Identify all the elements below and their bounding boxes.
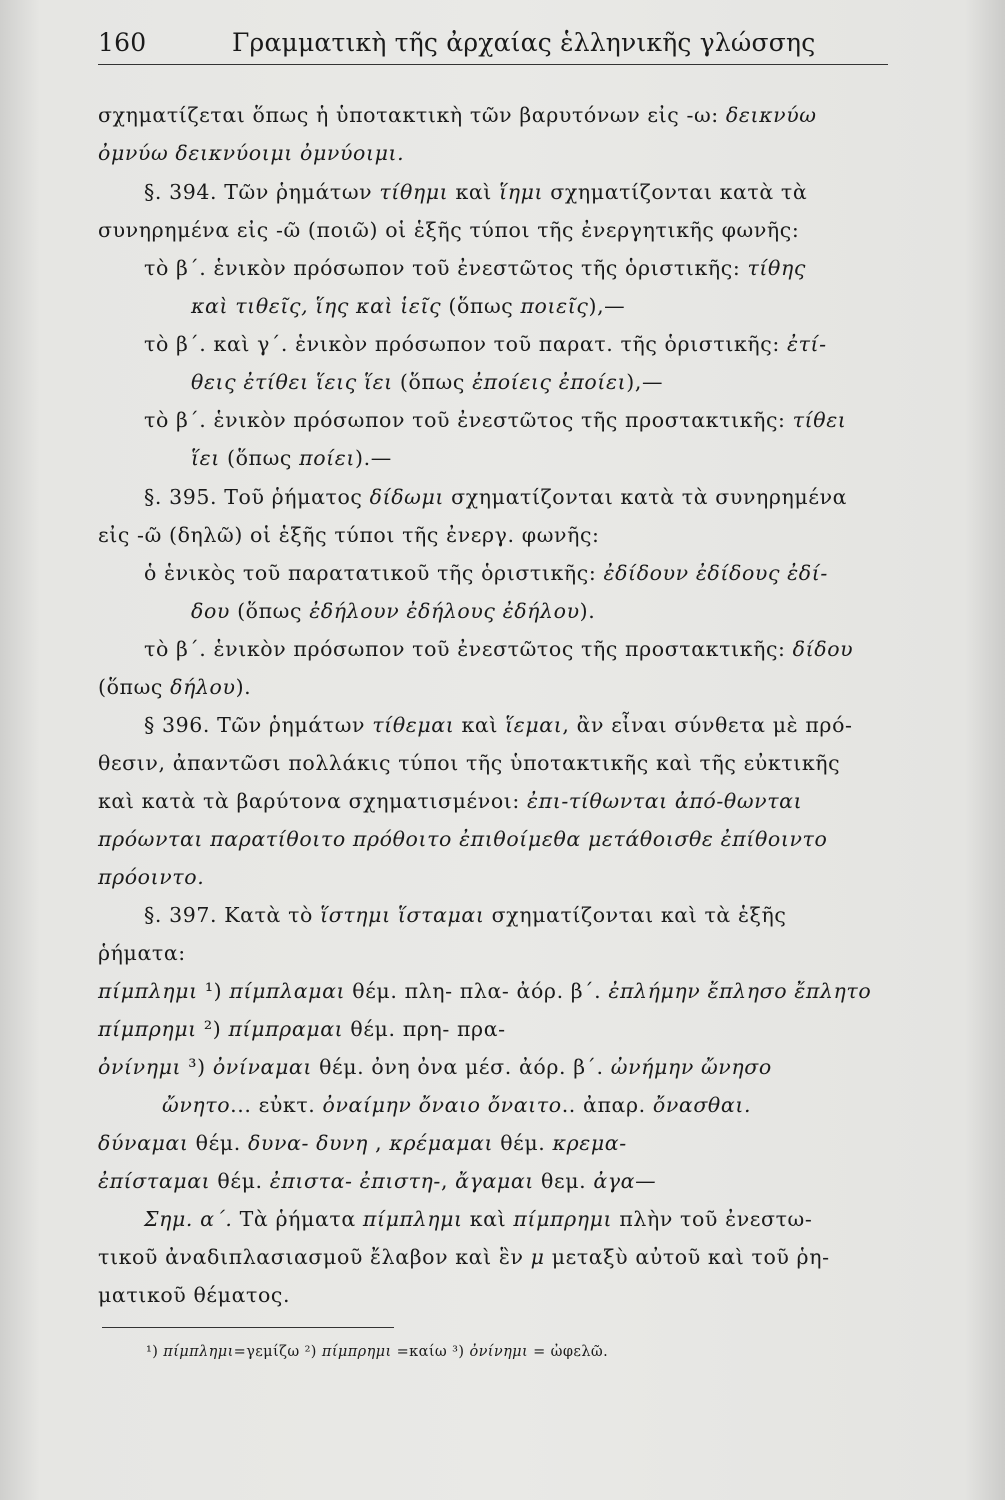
text-segment: ²) bbox=[196, 1017, 229, 1041]
text-segment: ποιεῖς bbox=[520, 294, 589, 318]
text-segment: ὠνήμην ὤνησο bbox=[610, 1055, 772, 1079]
footnote-1-def: =γεμίζω bbox=[233, 1344, 300, 1360]
text-segment: τὸ β΄. ἑνικὸν πρόσωπον τοῦ ἐνεστῶτος τῆς προστακτικῆς: bbox=[144, 408, 793, 432]
text-segment: ἵημι bbox=[499, 180, 544, 204]
text-segment: ἵει bbox=[191, 446, 220, 470]
text-segment: θεσιν, ἀπαντῶσι πολλάκις τύποι τῆς ὑποτακτικῆς καὶ τῆς εὐκτικῆς bbox=[98, 751, 841, 775]
text-segment: §. 394. Τῶν ῥημάτων bbox=[144, 180, 380, 204]
text-segment: ἵστημι ἵσταμαι bbox=[320, 903, 485, 927]
text-segment: ὤνητο bbox=[162, 1093, 231, 1117]
text-line bbox=[98, 827, 827, 851]
text-segment: πίμπρημι bbox=[513, 1207, 613, 1231]
text-segment: (ὅπως bbox=[441, 294, 521, 318]
text-line bbox=[98, 675, 251, 699]
text-segment: δεικνύω bbox=[725, 103, 817, 127]
text-segment: πίμπραμαι bbox=[228, 1017, 344, 1041]
text-segment: §. 397. Κατὰ τὸ bbox=[144, 903, 321, 927]
text-segment: ἐποίεις ἐποίει bbox=[472, 370, 627, 394]
text-segment: ἐδήλουν ἐδήλους ἐδήλου bbox=[309, 599, 580, 623]
text-segment: δήλου bbox=[170, 675, 236, 699]
text-line bbox=[144, 1207, 812, 1231]
text-segment: ¹) bbox=[197, 979, 230, 1003]
page-number: 160 bbox=[98, 28, 147, 57]
text-line bbox=[144, 485, 847, 509]
text-line bbox=[144, 408, 846, 432]
text-segment: θέμ. πρη- πρα- bbox=[343, 1017, 506, 1041]
text-segment: σχηματίζεται ὅπως ἡ ὑποτακτικὴ τῶν βαρυτόνων εἰς -ω: bbox=[98, 103, 726, 127]
text-segment: δύναμαι bbox=[98, 1131, 189, 1155]
text-segment: ῥήματα: bbox=[98, 941, 186, 965]
text-segment: , ἂν εἶναι σύνθετα μὲ πρό- bbox=[562, 713, 853, 737]
text-segment: μεταξὺ αὐτοῦ καὶ τοῦ ῥη- bbox=[544, 1245, 830, 1269]
text-segment: , bbox=[440, 1169, 456, 1193]
text-line bbox=[98, 751, 840, 775]
text-segment: Τὰ ῥήματα bbox=[232, 1207, 363, 1231]
text-segment: ἐπιστα- ἐπιστη- bbox=[269, 1169, 441, 1193]
text-line bbox=[98, 941, 186, 965]
text-segment: ὁ ἑνικὸς τοῦ παρατατικοῦ τῆς ὁριστικῆς: bbox=[144, 561, 604, 585]
header-rule bbox=[98, 64, 888, 65]
text-segment: καὶ κατὰ τὰ βαρύτονα σχηματισμένοι: bbox=[98, 789, 528, 813]
text-segment: θέμ. ὀνη ὀνα μέσ. ἀόρ. β΄. bbox=[311, 1055, 611, 1079]
text-segment: (ὅπως bbox=[98, 675, 171, 699]
text-segment: θέμ. πλη- πλα- ἀόρ. β΄. bbox=[345, 979, 609, 1003]
text-segment: τικοῦ ἀναδιπλασιασμοῦ ἔλαβον καὶ ἓν bbox=[98, 1245, 531, 1269]
text-segment: καὶ bbox=[454, 713, 506, 737]
text-segment: πλὴν τοῦ ἐνεστω- bbox=[612, 1207, 813, 1231]
text-segment: θεμ. bbox=[533, 1169, 594, 1193]
text-line bbox=[98, 979, 871, 1003]
text-line bbox=[144, 903, 786, 927]
text-segment: τίθεμαι bbox=[372, 713, 455, 737]
text-segment: κρεμα- bbox=[552, 1131, 627, 1155]
text-line bbox=[191, 599, 595, 623]
text-segment: ... εὐκτ. bbox=[230, 1093, 323, 1117]
text-segment: § 396. Τῶν ῥημάτων bbox=[144, 713, 373, 737]
text-segment: πίμπρημι bbox=[98, 1017, 197, 1041]
text-segment: ἐτί- bbox=[786, 332, 827, 356]
text-segment: σχηματίζονται κατὰ τὰ συνηρημένα bbox=[444, 485, 848, 509]
text-segment: τὸ β΄. ἑνικὸν πρόσωπον τοῦ ἐνεστῶτος τῆς ὁριστικῆς: bbox=[144, 256, 748, 280]
text-line bbox=[144, 256, 806, 280]
text-line bbox=[144, 637, 853, 661]
text-segment: πίμπλαμαι bbox=[229, 979, 346, 1003]
text-segment: (ὅπως bbox=[219, 446, 300, 470]
text-segment: ³) bbox=[181, 1055, 213, 1079]
text-segment: πρόοιντο. bbox=[98, 865, 205, 889]
text-line bbox=[144, 332, 827, 356]
text-line bbox=[162, 1093, 751, 1117]
text-segment: ματικοῦ θέματος. bbox=[98, 1283, 291, 1307]
text-segment: δυνα- δυνη bbox=[247, 1131, 369, 1155]
text-segment: ὀνίναμαι bbox=[212, 1055, 312, 1079]
text-segment: σχηματίζονται κατὰ τὰ bbox=[543, 180, 808, 204]
text-line bbox=[144, 561, 828, 585]
text-line bbox=[98, 1245, 830, 1269]
text-segment: δου bbox=[191, 599, 230, 623]
text-segment: εἰς -ῶ (δηλῶ) οἱ ἑξῆς τύποι τῆς ἐνεργ. φωνῆς: bbox=[98, 523, 600, 547]
text-segment: κρέμαμαι bbox=[389, 1131, 494, 1155]
text-segment: ἄγαμαι bbox=[455, 1169, 534, 1193]
text-segment: ἀγα— bbox=[593, 1169, 657, 1193]
footnote-3-mark: ³) bbox=[452, 1344, 465, 1360]
footnote-1-mark: ¹) bbox=[146, 1344, 159, 1360]
text-segment: πίμπλημι bbox=[362, 1207, 463, 1231]
text-segment: τίθει bbox=[792, 408, 847, 432]
text-segment: μ bbox=[530, 1245, 545, 1269]
footnote-2-word: πίμπρημι bbox=[321, 1344, 392, 1360]
footnote-2-def: =καίω bbox=[396, 1344, 448, 1360]
text-segment: θεις ἐτίθει ἵεις ἵει bbox=[191, 370, 393, 394]
text-segment: §. 395. Τοῦ ῥήματος bbox=[144, 485, 370, 509]
text-segment: ὀναίμην ὄναιο ὄναιτο bbox=[322, 1093, 562, 1117]
footnote-3-def: = ὠφελῶ. bbox=[533, 1344, 609, 1360]
text-segment: συνηρημένα εἰς -ῶ (ποιῶ) οἱ ἑξῆς τύποι τῆς ἐνεργητικῆς φωνῆς: bbox=[98, 218, 800, 242]
text-line bbox=[98, 1131, 627, 1155]
text-line bbox=[191, 446, 392, 470]
footnote-1-word: πίμπλημι bbox=[163, 1344, 234, 1360]
text-line bbox=[98, 103, 817, 127]
text-segment: .. ἀπαρ. bbox=[561, 1093, 653, 1117]
text-line bbox=[144, 180, 807, 204]
text-segment: ),— bbox=[626, 370, 664, 394]
text-line bbox=[98, 218, 799, 242]
text-segment: ἐπλήμην ἔπλησο ἔπλητο bbox=[608, 979, 872, 1003]
text-segment: Σημ. α΄. bbox=[144, 1207, 233, 1231]
text-line bbox=[98, 1169, 656, 1193]
running-title: Γραμματικὴ τῆς ἀρχαίας ἑλληνικῆς γλώσσης bbox=[232, 28, 816, 57]
text-segment: ποίει bbox=[299, 446, 356, 470]
text-segment: ἐπίσταμαι bbox=[98, 1169, 211, 1193]
text-segment: τὸ β΄. καὶ γ΄. ἑνικὸν πρόσωπον τοῦ παρατ. τῆς ὁριστικῆς: bbox=[144, 332, 787, 356]
text-line bbox=[98, 1055, 772, 1079]
text-line bbox=[98, 141, 404, 165]
text-segment: θέμ. bbox=[493, 1131, 553, 1155]
text-line bbox=[144, 713, 853, 737]
text-segment: τὸ β΄. ἑνικὸν πρόσωπον τοῦ ἐνεστῶτος τῆς προστακτικῆς: bbox=[144, 637, 793, 661]
text-segment: ἐπι-τίθωνται ἀπό-θωνται bbox=[527, 789, 803, 813]
text-segment: , bbox=[368, 1131, 390, 1155]
text-segment: ἐδίδουν ἐδίδους ἐδί- bbox=[603, 561, 828, 585]
text-segment: ).— bbox=[355, 446, 392, 470]
footnote-3-word: ὀνίνημι bbox=[469, 1344, 529, 1360]
text-segment: πίμπλημι bbox=[98, 979, 198, 1003]
text-segment: καὶ bbox=[462, 1207, 514, 1231]
text-line bbox=[191, 370, 663, 394]
text-line bbox=[98, 523, 600, 547]
text-segment: ). bbox=[235, 675, 252, 699]
text-line bbox=[98, 1017, 506, 1041]
text-line bbox=[98, 1283, 290, 1307]
text-segment: δίδου bbox=[792, 637, 854, 661]
text-segment: τίθημι bbox=[379, 180, 449, 204]
text-line bbox=[98, 789, 802, 813]
text-segment: πρόωνται παρατίθοιτο πρόθοιτο ἐπιθοίμεθα μετάθοισθε ἐπίθοιντο bbox=[98, 827, 828, 851]
text-segment: ),— bbox=[588, 294, 626, 318]
text-segment: θέμ. bbox=[188, 1131, 248, 1155]
text-segment: θέμ. bbox=[210, 1169, 270, 1193]
text-segment: δίδωμι bbox=[369, 485, 445, 509]
text-line bbox=[191, 294, 625, 318]
text-segment: καὶ τιθεῖς, ἵης καὶ ἱεῖς bbox=[191, 294, 442, 318]
text-segment: ὄνασθαι. bbox=[652, 1093, 752, 1117]
footnote-rule bbox=[102, 1327, 394, 1328]
text-segment: ἵεμαι bbox=[505, 713, 563, 737]
text-segment: (ὅπως bbox=[229, 599, 310, 623]
text-segment: (ὅπως bbox=[392, 370, 473, 394]
footnote-2-mark: ²) bbox=[304, 1344, 317, 1360]
text-segment: ὀνίνημι bbox=[98, 1055, 182, 1079]
text-line bbox=[98, 865, 204, 889]
text-segment: ὀμνύω δεικνύοιμι ὀμνύοιμι. bbox=[98, 141, 405, 165]
text-segment: ). bbox=[579, 599, 596, 623]
text-segment: τίθης bbox=[747, 256, 806, 280]
text-segment: καὶ bbox=[448, 180, 500, 204]
text-segment: σχηματίζονται καὶ τὰ ἑξῆς bbox=[484, 903, 787, 927]
footnotes bbox=[146, 1344, 608, 1360]
